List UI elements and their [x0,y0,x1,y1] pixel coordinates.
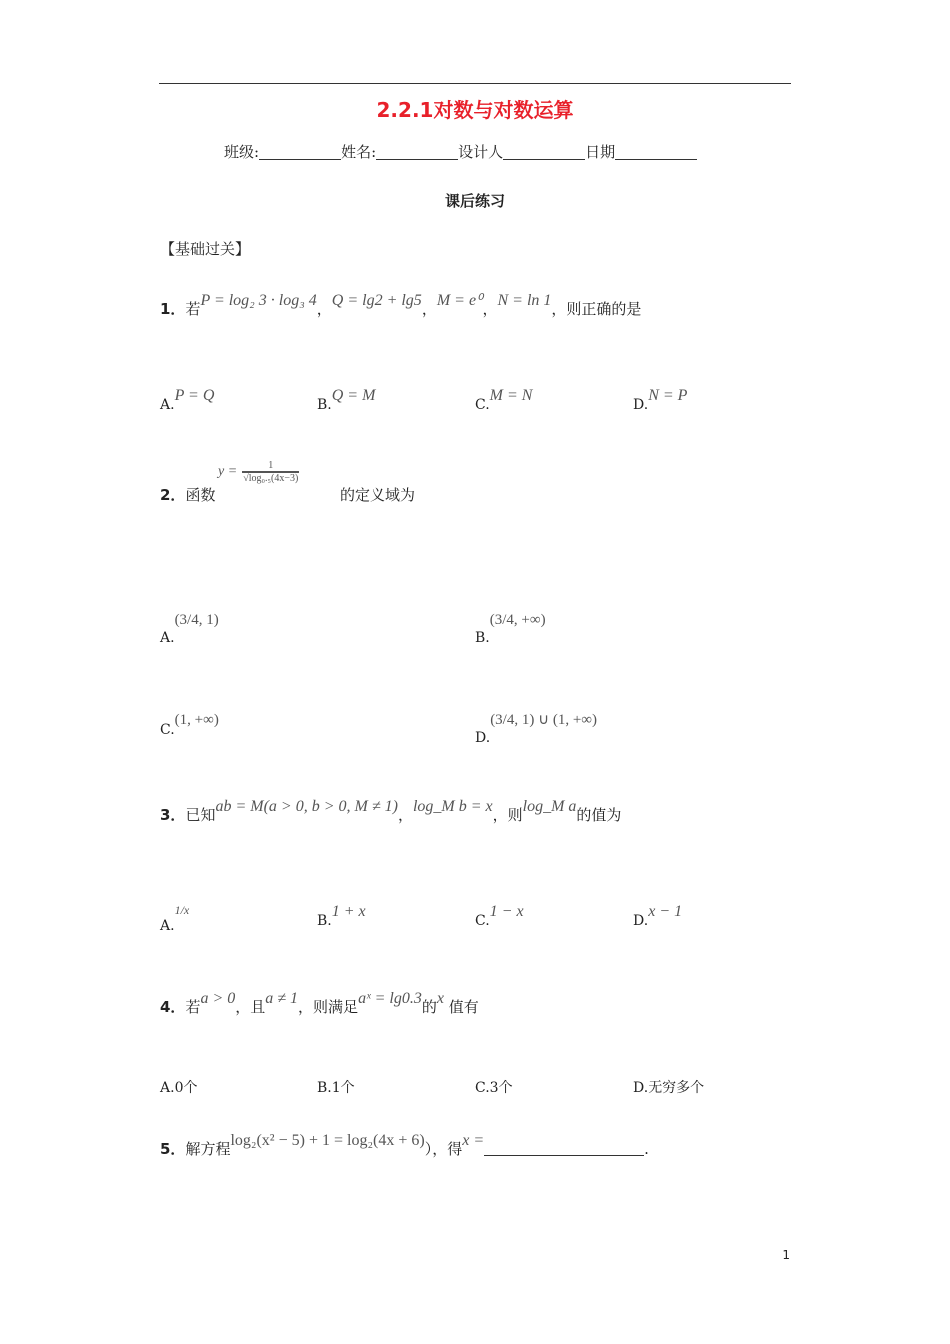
question-number: 3． [160,806,186,824]
option-label: D. [633,913,649,929]
math-m: M = e⁰ [436,292,483,309]
question-text: ，则正确的是 [551,300,642,318]
math-equation: log₂(x² − 5) + 1 = log₂(4x + 6) [230,1132,425,1149]
math-x-equals: x = [462,1132,485,1149]
q4-option-a[interactable] [160,1077,197,1097]
option-value: (3/4, +∞) [489,612,546,628]
question-text: 解方程 [185,1140,231,1158]
name-blank[interactable] [376,144,458,160]
q3-option-c[interactable] [475,903,524,930]
page-number: 1 [782,1248,790,1262]
question-2 [160,484,215,505]
math-expr-1: ab = M(a > 0, b > 0, M ≠ 1) [215,798,398,815]
question-text: 的 [421,998,437,1016]
math-q: Q = lg2 + lg5 [331,292,422,309]
designer-label: 设计人 [458,143,504,161]
q1-option-c[interactable] [475,387,533,414]
option-label: D. [633,1080,649,1096]
question-text: . [644,1140,649,1158]
option-value: 0个 [174,1080,198,1096]
option-value: 3个 [489,1080,513,1096]
option-label: B. [317,397,332,413]
q3-option-d[interactable] [633,903,683,930]
option-value: x − 1 [648,903,683,920]
option-value: (1, +∞) [174,712,219,728]
option-label: A. [160,630,175,646]
question-text: 若 [185,300,201,318]
option-label: D. [475,730,491,746]
class-label: 班级: [224,143,260,161]
math-expr-1: a > 0 [200,990,236,1007]
option-value: 1个 [331,1080,355,1096]
page-title: 2.2.1对数与对数运算 [376,98,574,122]
q2-option-a[interactable] [160,612,219,647]
date-blank[interactable] [615,144,697,160]
math-expr-2: log_M b = x [412,798,493,815]
q2-option-d[interactable] [475,712,597,747]
q1-option-b[interactable] [317,387,376,414]
option-label: A. [160,397,175,413]
option-label: C. [160,722,175,738]
section-title: 课后练习 [444,192,505,210]
question-text: 的值为 [576,806,622,824]
designer-blank[interactable] [503,144,585,160]
question-3: 3．已知ab = M(a > 0, b > 0, M ≠ 1)，log_M b = x，则log_M a的值为 [160,798,622,824]
option-label: B. [475,630,490,646]
q2-function [218,460,299,484]
option-label: A. [160,1080,175,1096]
question-text: 值有 [448,998,479,1016]
function-lhs: y = [218,464,238,479]
option-value: M = N [489,387,533,404]
option-label: B. [317,1080,332,1096]
question-number: 2． [160,486,186,504]
q1-option-a[interactable] [160,387,215,414]
option-label: C. [475,397,490,413]
class-blank[interactable] [259,144,341,160]
question-4 [160,990,479,1017]
option-value: Q = M [331,387,376,404]
option-label: C. [475,913,490,929]
math-expr-2: a ≠ 1 [265,990,299,1007]
q4-option-d[interactable] [633,1077,704,1097]
fraction-numerator: 1 [242,460,299,472]
option-value: (3/4, 1) ∪ (1, +∞) [490,712,597,728]
q1-option-d[interactable] [633,387,688,414]
option-label: A. [160,918,175,934]
question-1: 1．若P = log₂ 3 · log₃ 4，Q = lg2 + lg5，M = e⁰，N = ln 1，则正确的是 [160,292,642,318]
question-5 [160,1132,649,1159]
question-number: 1． [160,300,186,318]
question-text: 函数 [185,486,216,504]
q2-tail [340,484,415,505]
question-text: ，且 [235,998,266,1016]
option-value: 1 − x [489,903,524,920]
option-value: N = P [648,387,688,404]
option-value: 无穷多个 [648,1080,705,1096]
function-fraction [242,460,299,484]
option-label: B. [317,913,332,929]
fraction-denominator: √log₀.₅(4x−3) [243,473,299,484]
question-text: 若 [185,998,201,1016]
math-expr-4: x [436,990,444,1007]
date-label: 日期 [585,143,616,161]
math-expr-3: log_M a [522,798,577,815]
option-value: 1/x [174,903,190,917]
option-label: C. [475,1080,490,1096]
q4-option-b[interactable] [317,1077,355,1097]
q4-option-c[interactable] [475,1077,513,1097]
option-label: D. [633,397,649,413]
q3-option-b[interactable] [317,903,366,930]
question-number: 4． [160,998,186,1016]
question-text: 已知 [185,806,216,824]
math-p: P = log₂ 3 · log₃ 4 [200,292,317,309]
question-text: ，则满足 [298,998,359,1016]
math-n: N = ln 1 [497,292,552,309]
option-value: (3/4, 1) [174,612,219,628]
answer-blank[interactable] [484,1141,644,1156]
question-text: ），得 [424,1140,463,1158]
question-text: ，则 [492,806,523,824]
name-label: 姓名: [341,143,377,161]
top-rule [159,83,791,84]
question-text: 的定义域为 [340,486,416,504]
basic-heading: 【基础过关】 [160,240,251,258]
student-info-line [224,141,697,162]
q3-option-a[interactable] [160,903,190,934]
q2-option-b[interactable] [475,612,546,647]
math-expr-3: aˣ = lg0.3 [358,990,422,1007]
option-value: 1 + x [331,903,366,920]
question-number: 5． [160,1140,186,1158]
option-value: P = Q [174,387,215,404]
q2-option-c[interactable] [160,712,219,739]
